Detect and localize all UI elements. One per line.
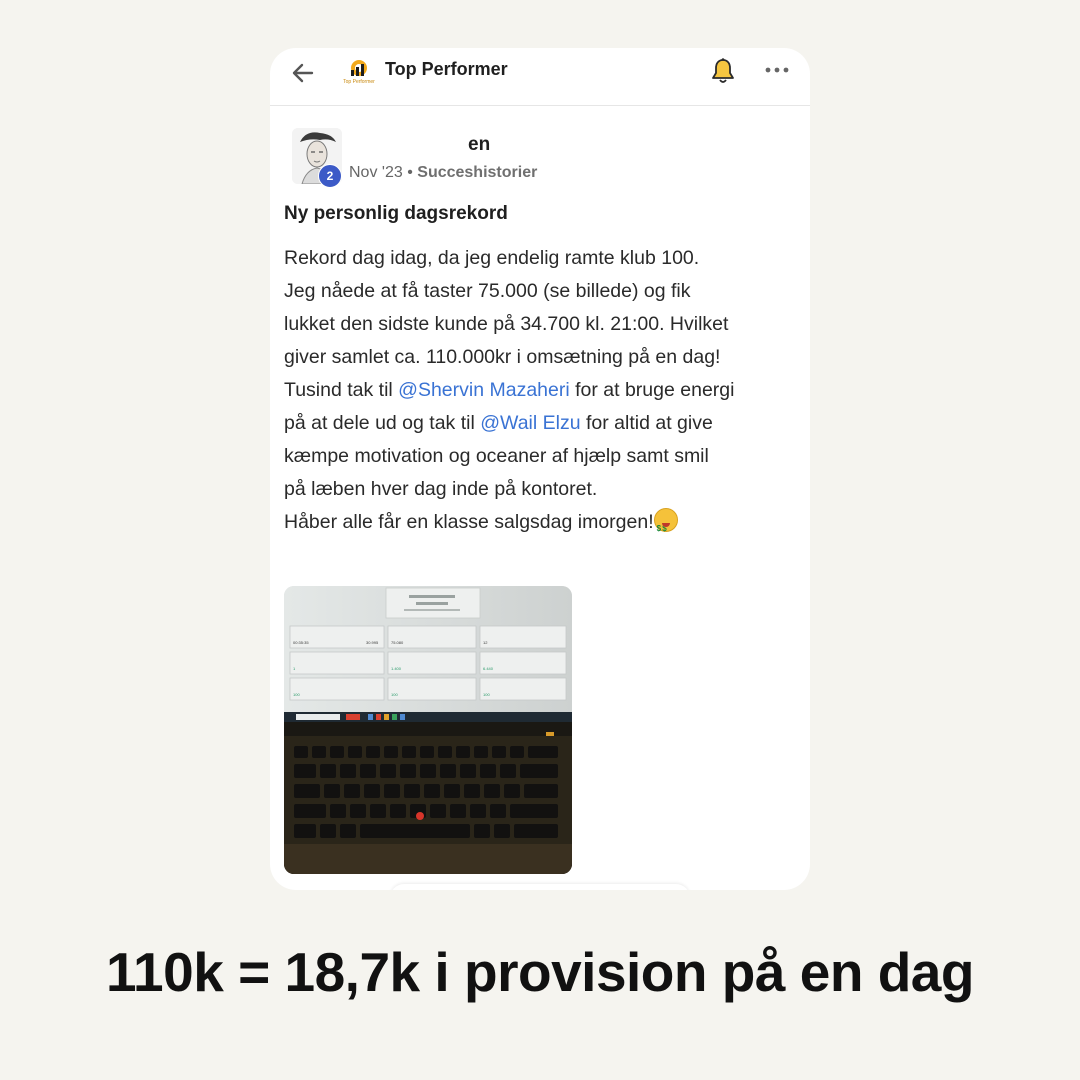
top-bar (270, 48, 810, 106)
body-line (284, 506, 804, 539)
body-text: på at dele ud og tak til (284, 412, 481, 434)
body-line: på læben hver dag inde på kontoret. (284, 478, 598, 500)
body-line: Rekord dag idag, da jeg endelig ramte klub 100. (284, 247, 700, 269)
post-date: Nov '23 (349, 164, 403, 181)
post-title: Ny personlig dagsrekord (284, 203, 508, 224)
bell-icon (710, 57, 736, 85)
dashboard-value: 100 (293, 692, 300, 697)
post-image[interactable] (284, 586, 572, 874)
author-name[interactable]: en (468, 134, 491, 155)
mention-shervin[interactable]: @Shervin Mazaheri (398, 379, 570, 401)
caption-headline: 110k = 18,7k i provision på en dag (106, 941, 974, 1003)
logo-text: Top Performer (343, 79, 375, 85)
arrow-left-icon (288, 58, 318, 88)
dashboard-value: 1.400 (391, 666, 402, 671)
body-text: Tusind tak til (284, 379, 399, 401)
body-line: Jeg nåede at få taster 75.000 (se billede) og fik (284, 280, 691, 302)
meta-separator: • (407, 164, 413, 181)
level-badge: 2 (318, 164, 342, 188)
dashboard-value: 75.080 (391, 640, 404, 645)
body-line: giver samlet ca. 110.000kr i omsætning på en dag! (284, 346, 721, 368)
post-category[interactable]: Succeshistorier (417, 164, 538, 181)
group-title[interactable]: Top Performer (385, 59, 508, 79)
body-line: lukket den sidste kunde på 34.700 kl. 21:00. Hvilket (284, 313, 729, 335)
post-card (270, 48, 810, 890)
dashboard-value: 6.440 (483, 666, 494, 671)
more-options-button[interactable] (764, 60, 790, 80)
body-line (284, 374, 804, 407)
next-post-edge (390, 884, 690, 890)
group-logo (342, 57, 376, 87)
money-mouth-face-icon (654, 508, 678, 532)
dashboard-value: 100 (483, 692, 490, 697)
back-button[interactable] (288, 58, 318, 88)
body-line: kæmpe motivation og oceaner af hjælp samt smil (284, 445, 709, 467)
dashboard-value: 00:35:35 (293, 640, 309, 645)
mention-wail[interactable]: @Wail Elzu (480, 412, 581, 434)
dashboard-value: 12 (483, 640, 488, 645)
body-line (284, 407, 804, 440)
dashboard-value: 1 (293, 666, 296, 671)
more-horizontal-icon (764, 60, 790, 80)
dashboard-value: 30.995 (366, 640, 379, 645)
body-text: Håber alle får en klasse salgsdag imorgen! (284, 511, 654, 533)
dashboard-value: 100 (391, 692, 398, 697)
post-body (284, 242, 804, 539)
body-text: for at bruge energi (569, 379, 735, 401)
notifications-button[interactable] (710, 57, 736, 85)
post-meta (349, 164, 537, 182)
body-text: for altid at give (580, 412, 713, 434)
